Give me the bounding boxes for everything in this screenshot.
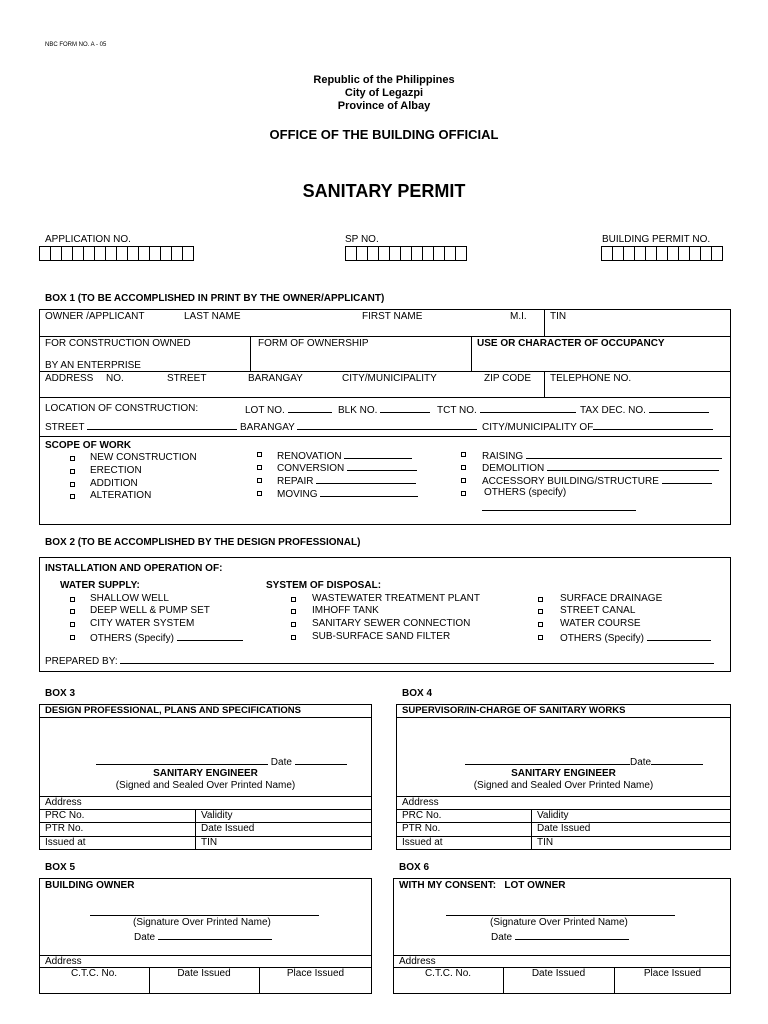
address-street-label: STREET	[167, 373, 207, 384]
box4-signature-date[interactable]: Date	[465, 755, 703, 768]
scope-demolition: DEMOLITION	[482, 461, 719, 474]
scope-others-line[interactable]	[482, 510, 636, 511]
location-label: LOCATION OF CONSTRUCTION:	[45, 403, 199, 414]
box4-signed-sealed: (Signed and Sealed Over Printed Name)	[473, 780, 654, 791]
water-others: OTHERS (Specify)	[90, 631, 243, 644]
box4-ptr-no: PTR No.	[402, 823, 441, 834]
checkbox-surface-drainage[interactable]	[538, 597, 543, 602]
scope-addition: ADDITION	[90, 478, 138, 489]
mi-label: M.I.	[510, 311, 527, 322]
checkbox-imhoff-tank[interactable]	[291, 609, 296, 614]
checkbox-wastewater-plant[interactable]	[291, 597, 296, 602]
drainage-others: OTHERS (Specify)	[560, 631, 711, 644]
installation-label: INSTALLATION AND OPERATION OF:	[45, 563, 223, 574]
owner-applicant-label: OWNER /APPLICANT	[45, 311, 145, 322]
checkbox-others[interactable]	[461, 491, 466, 496]
water-supply-label: WATER SUPPLY:	[60, 580, 140, 591]
application-no-label: APPLICATION NO.	[45, 234, 131, 245]
checkbox-addition[interactable]	[70, 482, 75, 487]
city-of-field[interactable]: CITY/MUNICIPALITY OF	[482, 420, 713, 433]
box6-ctc-no: C.T.C. No.	[424, 968, 472, 979]
box6-date-field[interactable]: Date	[491, 930, 629, 943]
address-label: ADDRESS	[45, 373, 94, 384]
checkbox-water-course[interactable]	[538, 622, 543, 627]
header-city: City of Legazpi	[344, 87, 424, 99]
box4-address: Address	[402, 797, 439, 808]
box5-date-field[interactable]: Date	[134, 930, 272, 943]
checkbox-new-construction[interactable]	[70, 456, 75, 461]
use-of-occupancy-label: USE OR CHARACTER OF OCCUPANCY	[477, 338, 665, 349]
form-number: NBC FORM NO. A - 05	[45, 42, 107, 48]
disposal-sewer-connection: SANITARY SEWER CONNECTION	[312, 618, 471, 629]
address-no-label: NO.	[106, 373, 124, 384]
box5-address: Address	[45, 956, 82, 967]
application-no-cells[interactable]	[39, 246, 194, 261]
box3-signed-sealed: (Signed and Sealed Over Printed Name)	[115, 780, 296, 791]
scope-new-construction: NEW CONSTRUCTION	[90, 452, 197, 463]
checkbox-conversion[interactable]	[257, 465, 262, 470]
checkbox-street-canal[interactable]	[538, 609, 543, 614]
prepared-by-field[interactable]: PREPARED BY:	[45, 654, 714, 667]
box4-issued-at: Issued at	[402, 837, 443, 848]
barangay-field[interactable]: BARANGAY	[240, 420, 477, 433]
disposal-sand-filter: SUB-SURFACE SAND FILTER	[312, 631, 451, 642]
box3-date-issued: Date Issued	[201, 823, 255, 834]
box4-heading: SUPERVISOR/IN-CHARGE OF SANITARY WORKS	[402, 705, 626, 716]
box2-heading: BOX 2 (TO BE ACCOMPLISHED BY THE DESIGN PROFESSIONAL)	[45, 537, 361, 548]
enterprise-label: FOR CONSTRUCTION OWNED	[45, 338, 191, 349]
box3-address: Address	[45, 797, 82, 808]
tin-label: TIN	[550, 311, 567, 322]
box6-signature-label: (Signature Over Printed Name)	[490, 917, 628, 928]
checkbox-deep-well[interactable]	[70, 609, 75, 614]
address-barangay-label: BARANGAY	[248, 373, 303, 384]
water-deep-well: DEEP WELL & PUMP SET	[90, 605, 210, 616]
box6-heading: WITH MY CONSENT: LOT OWNER	[399, 880, 566, 891]
checkbox-accessory-building[interactable]	[461, 478, 466, 483]
zip-code-label: ZIP CODE	[484, 373, 532, 384]
checkbox-demolition[interactable]	[461, 465, 466, 470]
checkbox-alteration[interactable]	[70, 494, 75, 499]
box3-ptr-no: PTR No.	[45, 823, 84, 834]
water-city-system: CITY WATER SYSTEM	[90, 618, 195, 629]
lot-no-field[interactable]: LOT NO.	[245, 403, 332, 416]
box6-signature-line[interactable]	[446, 915, 675, 916]
scope-erection: ERECTION	[90, 465, 142, 476]
box6-place-issued: Place Issued	[643, 968, 702, 979]
enterprise-label-2: BY AN ENTERPRISE	[45, 360, 141, 371]
header-province: Province of Albay	[337, 100, 431, 112]
drainage-street-canal: STREET CANAL	[560, 605, 636, 616]
box4-sanitary-engineer: SANITARY ENGINEER	[511, 768, 616, 779]
scope-of-work-label: SCOPE OF WORK	[45, 440, 132, 451]
disposal-imhoff-tank: IMHOFF TANK	[312, 605, 379, 616]
box6-address: Address	[399, 956, 436, 967]
building-permit-no-cells[interactable]	[601, 246, 723, 261]
checkbox-erection[interactable]	[70, 469, 75, 474]
box1-heading: BOX 1 (TO BE ACCOMPLISHED IN PRINT BY THE OWNER/APPLICANT)	[45, 293, 385, 304]
scope-others: OTHERS (specify)	[484, 487, 567, 498]
box3-issued-at: Issued at	[45, 837, 86, 848]
box5-date-issued: Date Issued	[177, 968, 231, 979]
drainage-surface: SURFACE DRAINAGE	[560, 593, 663, 604]
checkbox-city-water[interactable]	[70, 622, 75, 627]
scope-renovation: RENOVATION	[277, 449, 412, 462]
scope-alteration: ALTERATION	[90, 490, 152, 501]
scope-moving: MOVING	[277, 487, 418, 500]
box3-signature-date[interactable]: Date	[96, 755, 347, 768]
system-of-disposal-label: SYSTEM OF DISPOSAL:	[266, 580, 382, 591]
water-shallow-well: SHALLOW WELL	[90, 593, 169, 604]
sp-no-cells[interactable]	[345, 246, 467, 261]
checkbox-moving[interactable]	[257, 491, 262, 496]
scope-conversion: CONVERSION	[277, 461, 417, 474]
box5-label: BOX 5	[45, 862, 76, 873]
scope-raising: RAISING	[482, 449, 722, 462]
box4-date-issued: Date Issued	[537, 823, 591, 834]
tax-dec-no-field[interactable]: TAX DEC. NO.	[580, 403, 709, 416]
checkbox-sewer-connection[interactable]	[291, 622, 296, 627]
box3-sanitary-engineer: SANITARY ENGINEER	[153, 768, 258, 779]
street-field[interactable]: STREET	[45, 420, 237, 433]
building-permit-no-label: BUILDING PERMIT NO.	[602, 234, 711, 245]
first-name-label: FIRST NAME	[362, 311, 423, 322]
checkbox-water-others[interactable]	[70, 635, 75, 640]
sp-no-label: SP NO.	[345, 234, 379, 245]
box5-heading: BUILDING OWNER	[45, 880, 135, 891]
scope-accessory-building: ACCESSORY BUILDING/STRUCTURE	[482, 474, 712, 487]
box5-signature-label: (Signature Over Printed Name)	[133, 917, 271, 928]
checkbox-drainage-others[interactable]	[538, 635, 543, 640]
box4-label: BOX 4	[402, 688, 433, 699]
box3-heading: DESIGN PROFESSIONAL, PLANS AND SPECIFICATIONS	[45, 705, 301, 716]
box4-validity: Validity	[537, 810, 569, 821]
last-name-label: LAST NAME	[184, 311, 241, 322]
box5-ctc-no: C.T.C. No.	[70, 968, 118, 979]
box4-prc-no: PRC No.	[402, 810, 442, 821]
checkbox-raising[interactable]	[461, 452, 466, 457]
checkbox-shallow-well[interactable]	[70, 597, 75, 602]
box6-label: BOX 6	[399, 862, 430, 873]
blk-no-field[interactable]: BLK NO.	[338, 403, 430, 416]
tct-no-field[interactable]: TCT NO.	[437, 403, 576, 416]
checkbox-sand-filter[interactable]	[291, 635, 296, 640]
box3-validity: Validity	[201, 810, 233, 821]
box6-date-issued: Date Issued	[531, 968, 586, 979]
header-republic: Republic of the Philippines	[313, 74, 455, 86]
office-title: OFFICE OF THE BUILDING OFFICIAL	[269, 127, 499, 142]
page-title: SANITARY PERMIT	[302, 181, 466, 201]
box5-signature-line[interactable]	[90, 915, 319, 916]
box3-tin: TIN	[201, 837, 218, 848]
scope-repair: REPAIR	[277, 474, 416, 487]
box3-prc-no: PRC No.	[45, 810, 85, 821]
form-of-ownership-label: FORM OF OWNERSHIP	[258, 338, 369, 349]
box3-label: BOX 3	[45, 688, 76, 699]
checkbox-repair[interactable]	[257, 478, 262, 483]
box4-tin: TIN	[537, 837, 554, 848]
disposal-wastewater-plant: WASTEWATER TREATMENT PLANT	[312, 593, 480, 604]
telephone-label: TELEPHONE NO.	[550, 373, 632, 384]
checkbox-renovation[interactable]	[257, 452, 262, 457]
box5-place-issued: Place Issued	[286, 968, 345, 979]
drainage-water-course: WATER COURSE	[560, 618, 641, 629]
address-city-label: CITY/MUNICIPALITY	[342, 373, 437, 384]
